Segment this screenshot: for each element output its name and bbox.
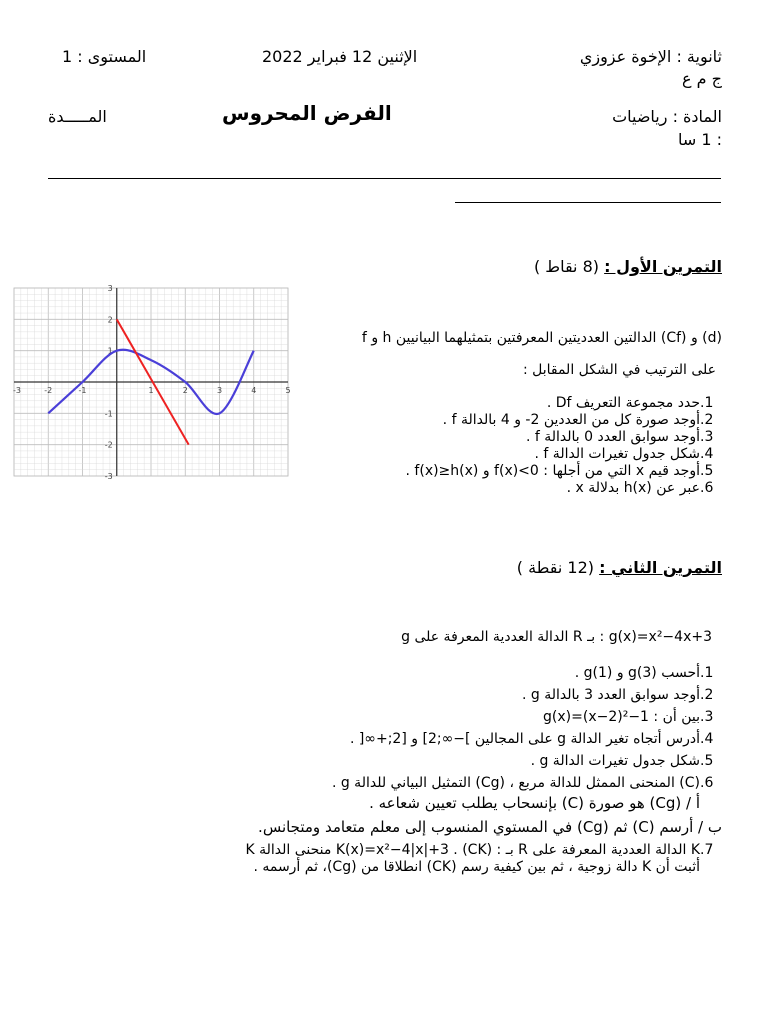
x-tick-label: 2	[182, 386, 188, 395]
question-text: بين أن : g(x)=(x−2)²−1	[543, 709, 700, 725]
question-number: 6.	[700, 480, 714, 496]
question-text: أوجد سوابق العدد 3 بالدالة g .	[522, 687, 700, 703]
level: المستوى : 1	[62, 47, 147, 66]
question6-part-b: ب / أرسم (C) ثم (Cg) في المستوي المنسوب إلى معلم متعامد ومتجانس.	[258, 818, 722, 836]
question-text: أحسب g(3) و g(1) .	[574, 665, 700, 681]
x-tick-label: 1	[148, 386, 154, 395]
y-tick-label: 2	[107, 315, 113, 325]
question-number: 5.	[700, 753, 714, 769]
question-text: (C) المنحنى الممثل للدالة مربع ، (Cg) التمثيل البياني للدالة g .	[331, 775, 700, 791]
question-text: أوجد صورة كل من العددين 2- و 4 بالدالة f .	[442, 412, 700, 428]
question6-part-a: أ / (Cg) هو صورة (C) بإنسحاب يطلب تعيين شعاعه .	[369, 794, 700, 812]
school-name: ثانوية : الإخوة عزوزي	[579, 47, 722, 66]
question-text: شكل جدول تغيرات الدالة f .	[534, 446, 700, 462]
header-divider-short	[455, 202, 721, 203]
y-tick-label: 3	[107, 284, 113, 293]
exercise1-intro-line2: على الترتيب في الشكل المقابل :	[522, 362, 716, 378]
x-tick-label: -2	[44, 386, 53, 395]
exercise2-intro: g الدالة العددية المعرفة على R بـ : g(x)=x²−4x+3	[401, 629, 712, 645]
y-tick-label: -3	[104, 472, 113, 481]
question-number: 5.	[700, 463, 714, 479]
exercise2-title: التمرين الثاني :	[599, 558, 722, 577]
question	[332, 706, 722, 728]
exercise1-title: التمرين الأول :	[604, 257, 722, 276]
function-graph	[13, 284, 291, 481]
x-tick-label: -3	[13, 386, 21, 395]
x-tick-label: 4	[251, 386, 257, 395]
question	[406, 395, 722, 412]
duration-value: : 1 سا	[677, 130, 722, 149]
exercise1-heading	[534, 257, 722, 276]
exercise1-intro-line1: f و h الدالتين العدديتين المعرفتين بتمثيلهما البيانيين (Cf) و (d)	[361, 330, 722, 346]
subject: المادة : رياضيات	[612, 107, 722, 126]
question7	[245, 842, 722, 876]
question-text: أوجد قيم x التي من أجلها : f(x)<0 و f(x)≥h(x) .	[405, 463, 700, 479]
exercise2-points: (12 نقطة )	[516, 558, 595, 577]
question7-line1	[245, 842, 722, 859]
question-text: أدرس أتجاه تغير الدالة g على المجالين ]−∞;2] و [2;+∞[ .	[349, 731, 700, 747]
question-number: 6.	[700, 775, 714, 791]
y-tick-label: -1	[104, 409, 113, 419]
question-number: 1.	[700, 395, 714, 411]
question	[406, 412, 722, 429]
question	[332, 662, 722, 684]
school-name-cont: ج م ع	[682, 69, 722, 88]
question-number: 4.	[700, 731, 714, 747]
question	[406, 429, 722, 446]
question-number: 7.	[700, 842, 714, 858]
exercise2-questions	[332, 662, 722, 794]
question-number: 4.	[700, 446, 714, 462]
question-number: 3.	[700, 709, 714, 725]
question-number: 1.	[700, 665, 714, 681]
x-tick-label: 3	[216, 386, 223, 395]
exam-title: الفرض المحروس	[222, 101, 392, 125]
question-text: عبر عن h(x) بدلالة x .	[566, 480, 700, 496]
question-number: 2.	[700, 687, 714, 703]
question	[406, 463, 722, 480]
question-text: شكل جدول تغيرات الدالة g .	[530, 753, 700, 769]
y-tick-label: -2	[104, 440, 113, 450]
exercise1-questions	[406, 395, 722, 497]
question	[406, 480, 722, 497]
question7-line2: أثبت أن K دالة زوجية ، ثم بين كيفية رسم (CK) انطلاقا من (Cg)، ثم أرسمه .	[253, 859, 700, 875]
question	[332, 772, 722, 794]
x-tick-label: -1	[78, 386, 87, 395]
question	[332, 750, 722, 772]
header-divider	[48, 178, 721, 179]
question	[332, 684, 722, 706]
exercise2-heading	[517, 558, 722, 577]
question-number: 2.	[700, 412, 714, 428]
x-tick-label: 5	[285, 386, 291, 395]
duration-label: المـــــدة	[48, 107, 107, 126]
question-text: K الدالة العددية المعرفة على R بـ : K(x)=x²−4|x|+3 . (CK) منحنى الدالة K	[245, 842, 700, 858]
question-number: 3.	[700, 429, 714, 445]
question-text: أوجد سوابق العدد 0 بالدالة f .	[525, 429, 700, 445]
question-text: حدد مجموعة التعريف Df .	[546, 395, 700, 411]
question	[332, 728, 722, 750]
exercise1-points: (8 نقاط )	[533, 257, 600, 276]
question	[406, 446, 722, 463]
exam-date: الإثنين 12 فبراير 2022	[262, 47, 418, 66]
y-tick-label: 1	[107, 346, 113, 356]
